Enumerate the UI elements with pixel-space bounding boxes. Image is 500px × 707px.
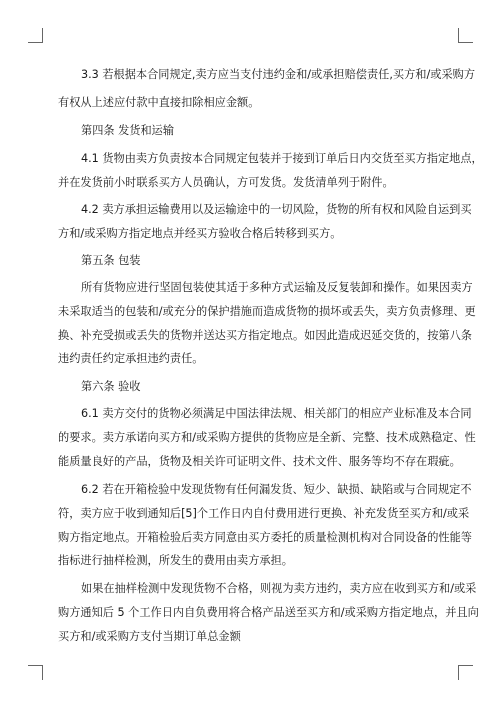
text-line: 符，卖方应于收到通知后[5]个工作日内自付费用进行更换、补充发货至买方和/或采 (58, 507, 470, 520)
text-line: 指标进行抽样检测，所发生的费用由卖方承担。 (58, 554, 293, 567)
text-line: 有权从上述应付款中直接扣除相应金额。 (58, 96, 260, 109)
text-line: 未采取适当的包装和/或充分的保护措施而造成货物的损坏或丢失，卖方负责修理、更 (58, 305, 476, 318)
text-line: 4.1 货物由卖方负责按本合同规定包装并于接到订单后日内交货至买方指定地点， (81, 152, 483, 165)
text-line: 6.1 卖方交付的货物必须满足中国法律法规、相关部门的相应产业标准及本合同 (81, 407, 472, 420)
text-line: 所有货物应进行坚固包装使其适于多种方式运输及反复装卸和操作。如果因卖方 (81, 281, 473, 294)
text-line: 并在发货前小时联系买方人员确认，方可发货。发货清单列于附件。 (58, 176, 394, 189)
text-line: 第四条 发货和运输 (81, 124, 175, 137)
crop-mark-top-right (458, 28, 473, 43)
text-line: 违约责任约定承担违约责任。 (58, 352, 204, 365)
text-line: 4.2 卖方承担运输费用以及运输途中的一切风险，货物的所有权和风险自运到买 (81, 203, 472, 216)
crop-mark-top-left (28, 28, 43, 43)
text-line: 买方和/或采购方支付当期订单总金额 (58, 630, 241, 643)
text-line: 方和/或采购方指定地点并经买方验收合格后转移到买方。 (58, 227, 342, 240)
text-line: 3.3 若根据本合同规定,卖方应当支付违约金和/或承担赔偿责任,买方和/或采购方 (81, 68, 476, 81)
text-line: 第六条 验收 (81, 380, 141, 393)
crop-mark-bottom-right (458, 665, 473, 680)
text-line: 第五条 包装 (81, 254, 141, 267)
text-line: 能质量良好的产品，货物及相关许可证明文件、技术文件、服务等均不存在瑕疵。 (58, 455, 461, 468)
text-line: 6.2 若在开箱检验中发现货物有任何漏发货、短少、缺损、缺陷或与合同规定不 (81, 483, 472, 496)
text-line: 的要求。卖方承诺向买方和/或采购方提供的货物应是全新、完整、技术成熟稳定、性 (58, 431, 476, 444)
text-line: 换、补充受损或丢失的货物并送达买方指定地点。如因此造成迟延交货的，按第八条 (58, 329, 472, 342)
text-line: 购方通知后 5 个工作日内自负费用将合格产品送至买方和/或采购方指定地点，并且向 (58, 606, 479, 619)
text-line: 购方指定地点。开箱检验后卖方同意由买方委托的质量检测机构对合同设备的性能等 (58, 531, 472, 544)
text-line: 如果在抽样检测中发现货物不合格，则视为卖方违约，卖方应在收到买方和/或采 (81, 582, 477, 595)
crop-mark-bottom-left (28, 665, 43, 680)
